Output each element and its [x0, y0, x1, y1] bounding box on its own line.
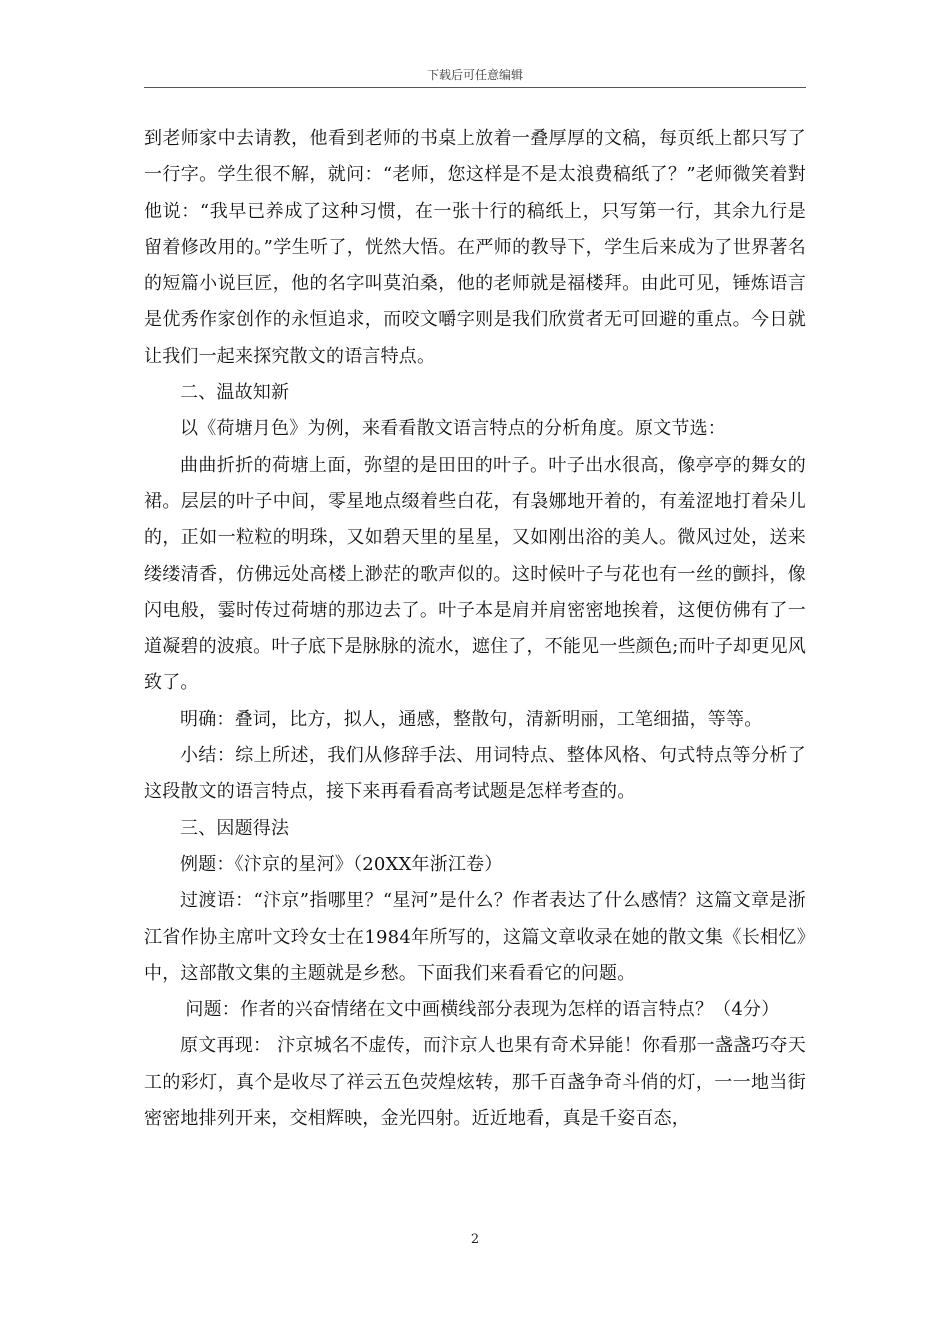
paragraph-intro-story: 到老师家中去请教，他看到老师的书桌上放着一叠厚厚的文稿，每页纸上都只写了一行字。学生很不解，就问：“老师，您这样是不是太浪费稿纸了？”老师微笑着對他说：“我早已养成了这种习惯，在一张十行的稿纸上，只写第一行，其余九行是留着修改用的。”学生听了，恍然大悟。在严师的教导下，学生后来成为了世界著名的短篇小说巨匠，他的名字叫莫泊桑，他的老师就是福楼拜。由此可见，锤炼语言是优秀作家创作的永恒追求，而咬文嚼字则是我们欣赏者无可回避的重点。今日就让我们一起来探究散文的语言特点。 — [144, 128, 806, 367]
paragraph-answer: 明确：叠词，比方，拟人，通感，整散句，清新明丽，工笔细描，等等。 — [180, 708, 763, 730]
page-header: 下载后可任意编辑 — [426, 68, 523, 82]
paragraph-excerpt: 曲曲折折的荷塘上面，弥望的是田田的叶子。叶子出水很高，像亭亭的舞女的裙。层层的叶子中间，零星地点缀着些白花，有袅娜地开着的，有羞涩地打着朵儿的，正如一粒粒的明珠，又如碧天里的星星，又如刚出浴的美人。微风过处，送来缕缕清香，仿佛远处高楼上渺茫的歌声似的。这时候叶子与花也有一丝的颤抖，像闪电般，霎时传过荷塘的那边去了。叶子本是肩并肩密密地挨着，这便仿佛有了一道凝碧的波痕。叶子底下是脉脉的流水，遮住了，不能见一些颜色;而叶子却更见风致了。 — [144, 454, 806, 694]
paragraph-question: 问题：作者的兴奋情绪在文中画横线部分表现为怎样的语言特点？（4分） — [185, 999, 780, 1021]
paragraph-transition: 过渡语：“汴京”指哪里？“星河”是什么？作者表达了什么感情？这篇文章是浙江省作协主席叶文玲女士在1984年所写的，这篇文章收录在她的散文集《长相忆》中，这部散文集的主题就是乡愁。下面我们来看看它的问题。 — [144, 890, 806, 984]
paragraph-example-title: 例题：《汴京的星河》（20XX年浙江卷） — [180, 853, 503, 875]
document-body — [144, 121, 806, 1137]
paragraph-example-intro: 以《荷塘月色》为例，来看看散文语言特点的分析角度。原文节选： — [180, 418, 726, 440]
section-heading-review: 二、温故知新 — [180, 382, 290, 404]
paragraph-original-text: 原文再现： 汴京城名不虚传，而汴京人也果有奇术异能！你看那一盏盏巧夺天工的彩灯，真个是收尽了祥云五色荧煌炫转，那千百盏争奇斗俏的灯，一一地当街密密地排列开来，交相辉映，金光四射。近近地看，真是千姿百态， — [144, 1035, 806, 1130]
paragraph-summary: 小结：综上所述，我们从修辞手法、用词特点、整体风格、句式特点等分析了这段散文的语言特点，接下来再看看高考试题是怎样考查的。 — [144, 745, 806, 803]
header-divider — [144, 87, 806, 88]
section-heading-method: 三、因题得法 — [180, 817, 290, 839]
page-number: 2 — [470, 1232, 480, 1247]
